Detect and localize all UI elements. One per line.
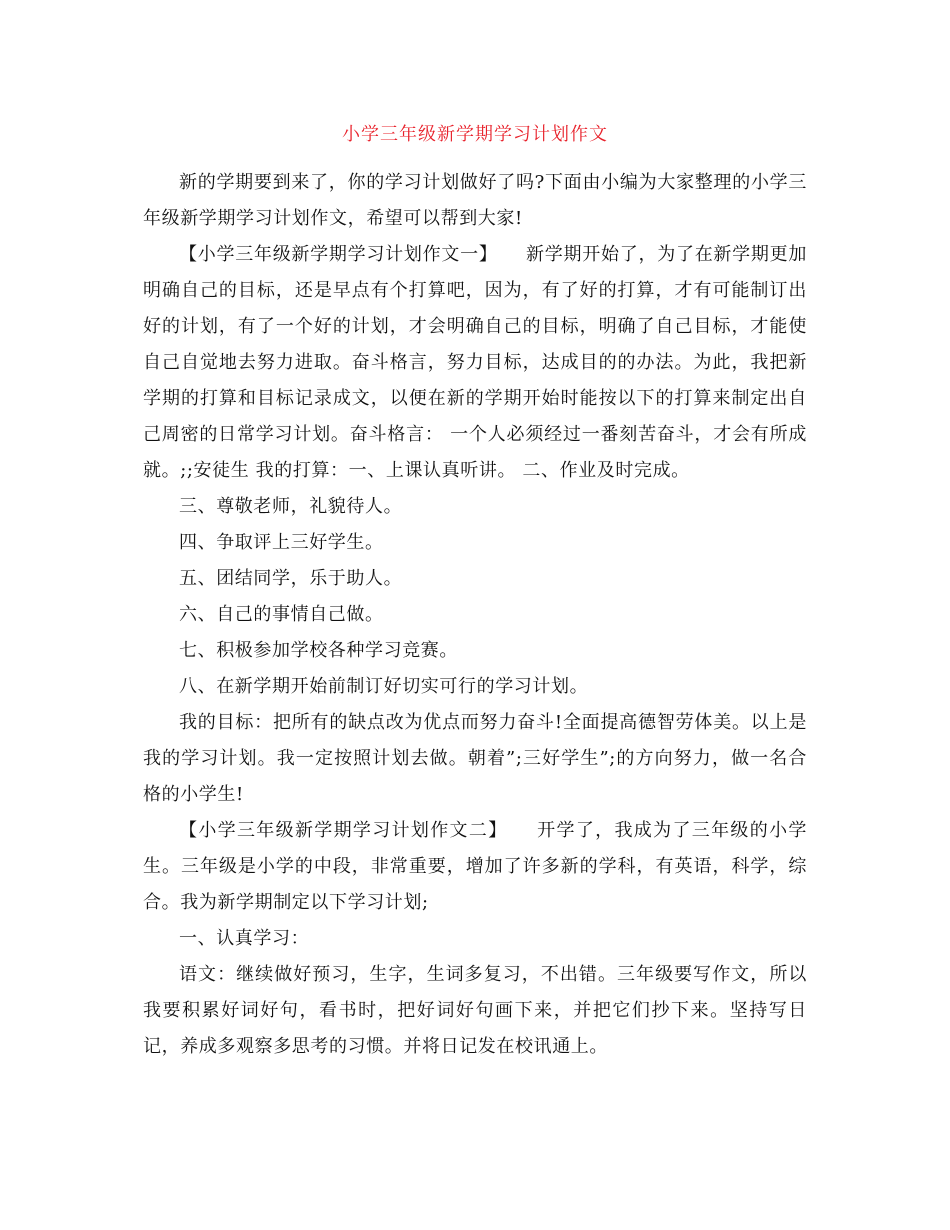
paragraph-item-8: 八、在新学期开始前制订好切实可行的学习计划。	[179, 676, 589, 697]
paragraph-goals: 我的目标：把所有的缺点改为优点而努力奋斗!全面提高德智劳体美。以上是我的学习计划。我一定按照计划去做。朝着”;三好学生”;的方向努力，做一名合格的小学生!	[143, 712, 807, 805]
paragraph-item-3: 三、尊敬老师，礼貌待人。	[179, 496, 403, 517]
document-body	[143, 165, 807, 1065]
paragraph-item-4: 四、争取评上三好学生。	[179, 532, 384, 553]
document-title: 小学三年级新学期学习计划作文	[342, 124, 608, 145]
paragraph-study-heading: 一、认真学习：	[179, 928, 310, 949]
paragraph-intro: 新的学期要到来了，你的学习计划做好了吗?下面由小编为大家整理的小学三年级新学期学习计划作文，希望可以帮到大家!	[143, 172, 807, 229]
paragraph-essay-one: 【小学三年级新学期学习计划作文一】 新学期开始了，为了在新学期更加明确自己的目标，还是早点有个打算吧，因为，有了好的打算，才有可能制订出好的计划，有了一个好的计划，才会明确自己的目标，明确了自己目标，才能使自己自觉地去努力进取。奋斗格言，努力目标，达成目的的办法。为此，我把新学期的打算和目标记录成文，以便在新的学期开始时能按以下的打算来制定出自己周密的日常学习计划。奋斗格言： 一个人必须经过一番刻苦奋斗，才会有所成就。;;安徒生 我的打算：一、上课认真听讲。 二、作业及时完成。	[143, 244, 807, 481]
paragraph-item-6: 六、自己的事情自己做。	[179, 604, 384, 625]
paragraph-essay-two: 【小学三年级新学期学习计划作文二】 开学了，我成为了三年级的小学生。三年级是小学的中段，非常重要，增加了许多新的学科，有英语，科学，综合。我为新学期制定以下学习计划;	[143, 820, 807, 913]
paragraph-chinese-subject: 语文：继续做好预习，生字，生词多复习，不出错。三年级要写作文，所以我要积累好词好句，看书时，把好词好句画下来，并把它们抄下来。坚持写日记，养成多观察多思考的习惯。并将日记发在校讯通上。	[143, 964, 807, 1057]
paragraph-item-5: 五、团结同学，乐于助人。	[179, 568, 403, 589]
paragraph-item-7: 七、积极参加学校各种学习竞赛。	[179, 640, 458, 661]
